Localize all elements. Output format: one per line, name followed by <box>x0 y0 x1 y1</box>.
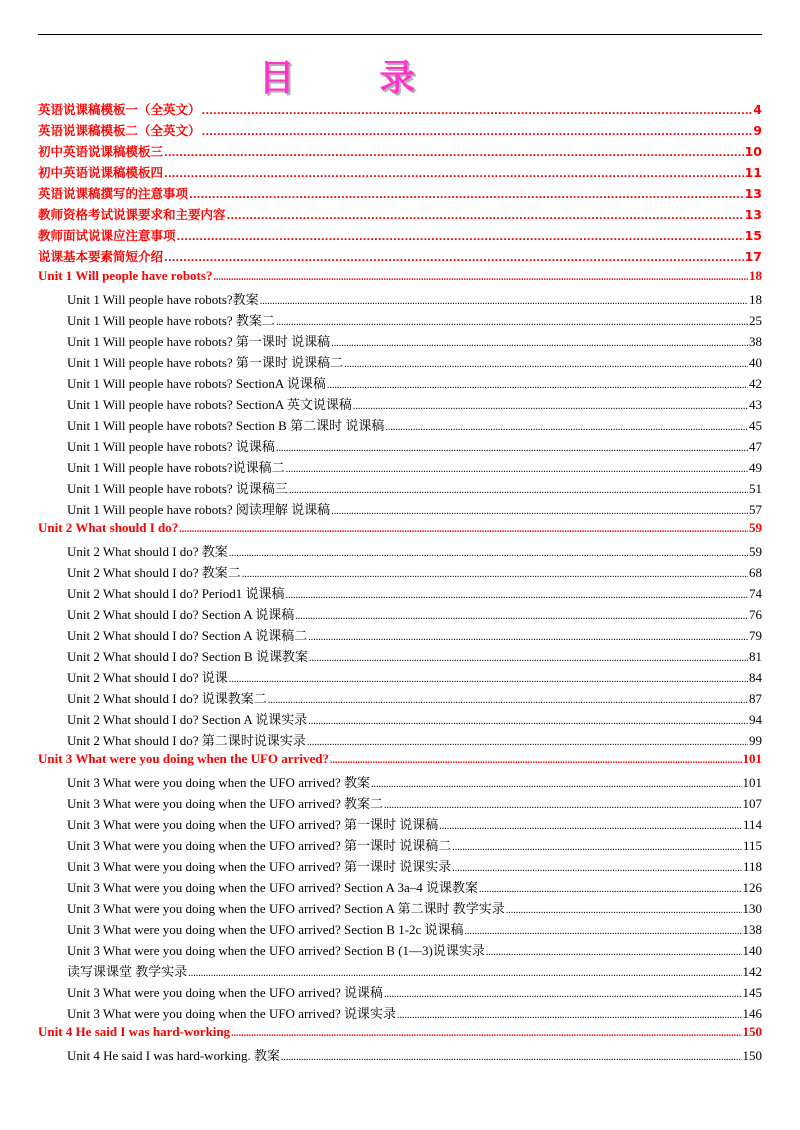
toc-entry-section[interactable] <box>38 163 762 184</box>
toc-page-number: 4 <box>753 102 762 117</box>
toc-entry-text: Unit 1 Will people have robots? 第一课时 说课稿 <box>67 334 331 349</box>
toc-entry-item[interactable] <box>38 415 762 436</box>
toc-leader-dots <box>344 359 748 370</box>
toc-page-number: 114 <box>742 817 762 832</box>
toc-leader-dots <box>164 253 744 264</box>
toc-entry-text: Unit 3 What were you doing when the UFO arrived? 说课实录 <box>67 1006 397 1021</box>
toc-leader-dots <box>331 506 748 517</box>
toc-page-number: 49 <box>749 460 762 475</box>
toc-entry-item[interactable] <box>38 541 762 562</box>
toc-entry-text: Unit 2 What should I do? 教案二 <box>67 565 241 580</box>
toc-entry-text: 英语说课稿模板二（全英文） <box>38 123 201 138</box>
toc-entry-text: Unit 1 Will people have robots? SectionA 说课稿 <box>67 376 326 391</box>
toc-leader-dots <box>452 863 742 874</box>
toc-entry-text: Unit 3 What were you doing when the UFO arrived? 教案二 <box>67 796 384 811</box>
toc-page-number: 25 <box>749 313 762 328</box>
toc-entry-text: Unit 3 What were you doing when the UFO arrived? 教案 <box>67 775 371 790</box>
toc-leader-dots <box>371 779 741 790</box>
toc-entry-item[interactable] <box>38 310 762 331</box>
toc-leader-dots <box>229 674 748 685</box>
toc-leader-dots <box>479 884 742 895</box>
toc-entry-item[interactable] <box>38 793 762 814</box>
toc-page-number: 9 <box>753 123 762 138</box>
toc-entry-section[interactable] <box>38 226 762 247</box>
toc-entry-item[interactable] <box>38 835 762 856</box>
toc-page-number: 13 <box>744 207 762 222</box>
toc-leader-dots <box>289 485 748 496</box>
toc-entry-item[interactable] <box>38 940 762 961</box>
toc-entry-item[interactable] <box>38 772 762 793</box>
toc-page-number: 42 <box>749 376 762 391</box>
toc-page-number: 13 <box>744 186 762 201</box>
toc-leader-dots <box>229 548 748 559</box>
toc-leader-dots <box>397 1010 741 1021</box>
toc-leader-dots <box>202 127 753 138</box>
toc-leader-dots <box>189 190 744 201</box>
toc-entry-text: Unit 2 What should I do? 说课教案二 <box>67 691 267 706</box>
toc-entry-item[interactable] <box>38 373 762 394</box>
toc-entry-item[interactable] <box>38 478 762 499</box>
toc-entry-item[interactable] <box>38 667 762 688</box>
toc-leader-dots <box>177 232 744 243</box>
toc-entry-text: Unit 1 Will people have robots? 阅读理解 说课稿 <box>67 502 331 517</box>
toc-leader-dots <box>179 524 748 535</box>
toc-entry-text: 说课基本要素简短介绍 <box>38 249 164 264</box>
toc-entry-item[interactable] <box>38 1003 762 1024</box>
toc-page-number: 142 <box>742 964 762 979</box>
toc-page-number: 51 <box>749 481 762 496</box>
toc-leader-dots <box>276 443 748 454</box>
toc-leader-dots <box>260 296 748 307</box>
toc-entry-section[interactable] <box>38 100 762 121</box>
toc-entry-text: Unit 1 Will people have robots? Section B 第二课时 说课稿 <box>67 418 385 433</box>
toc-page-number: 47 <box>749 439 762 454</box>
toc-page-number: 126 <box>742 880 762 895</box>
toc-leader-dots <box>164 169 744 180</box>
toc-page-number: 107 <box>742 796 762 811</box>
toc-entry-section[interactable] <box>38 142 762 163</box>
toc-entry-text: Unit 1 Will people have robots? 第一课时 说课稿二 <box>67 355 344 370</box>
toc-entry-text: Unit 1 Will people have robots? 说课稿三 <box>67 481 288 496</box>
toc-page-number: 76 <box>749 607 762 622</box>
toc-entry-text: Unit 3 What were you doing when the UFO arrived? Section B 1-2c 说课稿 <box>67 922 464 937</box>
toc-page-number: 94 <box>749 712 762 727</box>
toc-page-number: 45 <box>749 418 762 433</box>
toc-leader-dots <box>188 968 741 979</box>
toc-entry-item[interactable] <box>38 961 762 982</box>
toc-entry-text: Unit 2 What should I do? 教案 <box>67 544 228 559</box>
toc-entry-text: Unit 4 He said I was hard-working <box>38 1024 231 1039</box>
toc-entry-text: Unit 1 Will people have robots? 说课稿 <box>67 439 275 454</box>
toc-page-number: 17 <box>744 249 762 264</box>
toc-leader-dots <box>353 401 748 412</box>
toc-entry-text: Unit 1 Will people have robots? SectionA 英文说课稿 <box>67 397 352 412</box>
toc-entry-text: Unit 1 Will people have robots?教案 <box>67 292 259 307</box>
toc-leader-dots <box>327 380 748 391</box>
toc-page-number: 115 <box>742 838 762 853</box>
toc-entry-item[interactable] <box>38 709 762 730</box>
toc-entry-text: 英语说课稿模板一（全英文） <box>38 102 201 117</box>
toc-page-number: 87 <box>749 691 762 706</box>
toc-entry-section[interactable] <box>38 184 762 205</box>
toc-entry-text: Unit 3 What were you doing when the UFO arrived? 第一课时 说课稿二 <box>67 838 452 853</box>
toc-entry-section[interactable] <box>38 1024 762 1045</box>
toc-entry-text: Unit 2 What should I do? 第二课时说课实录 <box>67 733 306 748</box>
toc-entry-text: Unit 3 What were you doing when the UFO arrived? Section B (1—3)说课实录 <box>67 943 485 958</box>
toc-entry-item[interactable] <box>38 625 762 646</box>
toc-leader-dots <box>164 148 744 159</box>
toc-entry-item[interactable] <box>38 604 762 625</box>
toc-page-number: 140 <box>742 943 762 958</box>
toc-page-number: 15 <box>744 228 762 243</box>
toc-entry-item[interactable] <box>38 919 762 940</box>
toc-leader-dots <box>295 611 748 622</box>
toc-entry-text: Unit 3 What were you doing when the UFO arrived? Section A 第二课时 教学实录 <box>67 901 505 916</box>
toc-entry-text: Unit 2 What should I do? Section A 说课稿 <box>67 607 295 622</box>
toc-title: 目 录 <box>258 58 452 99</box>
toc-entry-text: 英语说课稿撰写的注意事项 <box>38 186 189 201</box>
toc-leader-dots <box>385 422 748 433</box>
toc-entry-text: Unit 2 What should I do? Period1 说课稿 <box>67 586 285 601</box>
toc-page-number: 101 <box>742 775 762 790</box>
toc-page-number: 11 <box>744 165 762 180</box>
toc-leader-dots <box>308 632 748 643</box>
toc-leader-dots <box>276 317 748 328</box>
toc-page-number: 57 <box>749 502 762 517</box>
toc-page-number: 18 <box>749 292 762 307</box>
toc-leader-dots <box>506 905 742 916</box>
toc-entry-section[interactable] <box>38 247 762 268</box>
toc-entry-item[interactable] <box>38 982 762 1003</box>
toc-entry-text: Unit 1 Will people have robots? <box>38 268 213 283</box>
toc-entry-section[interactable] <box>38 121 762 142</box>
toc-page-number: 99 <box>749 733 762 748</box>
toc-page-number: 74 <box>749 586 762 601</box>
toc-entry-text: 读写课课堂 教学实录 <box>67 964 188 979</box>
toc-entry-text: Unit 3 What were you doing when the UFO arrived? 说课稿 <box>67 985 384 1000</box>
toc-entry-section[interactable] <box>38 520 762 541</box>
toc-page-number: 40 <box>749 355 762 370</box>
toc-entry-item[interactable] <box>38 352 762 373</box>
toc-page-number: 150 <box>742 1048 762 1063</box>
toc-entry-section[interactable] <box>38 205 762 226</box>
toc-page-number: 145 <box>742 985 762 1000</box>
toc-page-number: 138 <box>742 922 762 937</box>
toc-entry-item[interactable] <box>38 877 762 898</box>
toc-leader-dots <box>286 590 749 601</box>
toc-page-number: 68 <box>749 565 762 580</box>
toc-page-number: 10 <box>744 144 762 159</box>
toc-entry-text: Unit 3 What were you doing when the UFO arrived? 第一课时 说课实录 <box>67 859 452 874</box>
toc-leader-dots <box>308 716 748 727</box>
toc-entry-item[interactable] <box>38 499 762 520</box>
toc-leader-dots <box>452 842 742 853</box>
toc-leader-dots <box>213 272 748 283</box>
toc-page-number: 84 <box>749 670 762 685</box>
toc-entry-item[interactable] <box>38 289 762 310</box>
toc-entry-item[interactable] <box>38 457 762 478</box>
toc-entry-item[interactable] <box>38 898 762 919</box>
toc-entry-section[interactable] <box>38 268 762 289</box>
toc-leader-dots <box>309 653 748 664</box>
toc-leader-dots <box>439 821 742 832</box>
toc-leader-dots <box>268 695 748 706</box>
header-rule <box>38 34 762 35</box>
toc-entry-text: 教师面试说课应注意事项 <box>38 228 176 243</box>
toc-entry-item[interactable] <box>38 730 762 751</box>
toc-leader-dots <box>330 755 742 766</box>
toc-entry-text: 教师资格考试说课要求和主要内容 <box>38 207 226 222</box>
toc-entry-section[interactable] <box>38 751 762 772</box>
toc-leader-dots <box>281 1052 741 1063</box>
toc-entry-item[interactable] <box>38 331 762 352</box>
toc-entry-item[interactable] <box>38 688 762 709</box>
toc-page-number: 79 <box>749 628 762 643</box>
toc-entry-item[interactable] <box>38 583 762 604</box>
toc-leader-dots <box>384 989 741 1000</box>
toc-entry-text: Unit 4 He said I was hard-working. 教案 <box>67 1048 281 1063</box>
toc-page-number: 101 <box>742 751 762 766</box>
toc-page-number: 150 <box>742 1024 762 1039</box>
toc-leader-dots <box>384 800 741 811</box>
toc-entry-text: Unit 2 What should I do? 说课 <box>67 670 228 685</box>
toc-leader-dots <box>231 1028 741 1039</box>
toc-entry-item[interactable] <box>38 814 762 835</box>
toc-entry-text: Unit 3 What were you doing when the UFO arrived? <box>38 751 329 766</box>
toc-page-number: 59 <box>749 544 762 559</box>
toc-leader-dots <box>202 106 753 117</box>
toc-page-number: 130 <box>742 901 762 916</box>
toc-entry-item[interactable] <box>38 856 762 877</box>
toc-entry-text: Unit 3 What were you doing when the UFO arrived? 第一课时 说课稿 <box>67 817 439 832</box>
toc-entry-text: Unit 2 What should I do? Section B 说课教案 <box>67 649 308 664</box>
toc-entry-item[interactable] <box>38 562 762 583</box>
toc-entry-text: Unit 1 Will people have robots?说课稿二 <box>67 460 285 475</box>
toc-entry-item[interactable] <box>38 394 762 415</box>
toc-page-number: 38 <box>749 334 762 349</box>
toc-entry-item[interactable] <box>38 436 762 457</box>
toc-page-number: 43 <box>749 397 762 412</box>
toc-entry-text: Unit 3 What were you doing when the UFO arrived? Section A 3a–4 说课教案 <box>67 880 478 895</box>
toc-leader-dots <box>242 569 748 580</box>
table-of-contents <box>38 100 762 1066</box>
toc-leader-dots <box>307 737 748 748</box>
toc-entry-text: Unit 2 What should I do? <box>38 520 179 535</box>
toc-entry-text: 初中英语说课稿模板四 <box>38 165 164 180</box>
toc-page-number: 18 <box>749 268 762 283</box>
toc-page-number: 59 <box>749 520 762 535</box>
toc-entry-text: Unit 1 Will people have robots? 教案二 <box>67 313 275 328</box>
toc-leader-dots <box>286 464 748 475</box>
toc-leader-dots <box>465 926 742 937</box>
toc-leader-dots <box>486 947 742 958</box>
toc-leader-dots <box>227 211 744 222</box>
toc-entry-text: 初中英语说课稿模板三 <box>38 144 164 159</box>
toc-entry-item[interactable] <box>38 1045 762 1066</box>
toc-entry-text: Unit 2 What should I do? Section A 说课稿二 <box>67 628 308 643</box>
toc-page-number: 118 <box>742 859 762 874</box>
toc-entry-item[interactable] <box>38 646 762 667</box>
toc-page-number: 81 <box>749 649 762 664</box>
toc-entry-text: Unit 2 What should I do? Section A 说课实录 <box>67 712 308 727</box>
toc-leader-dots <box>331 338 748 349</box>
toc-page-number: 146 <box>742 1006 762 1021</box>
